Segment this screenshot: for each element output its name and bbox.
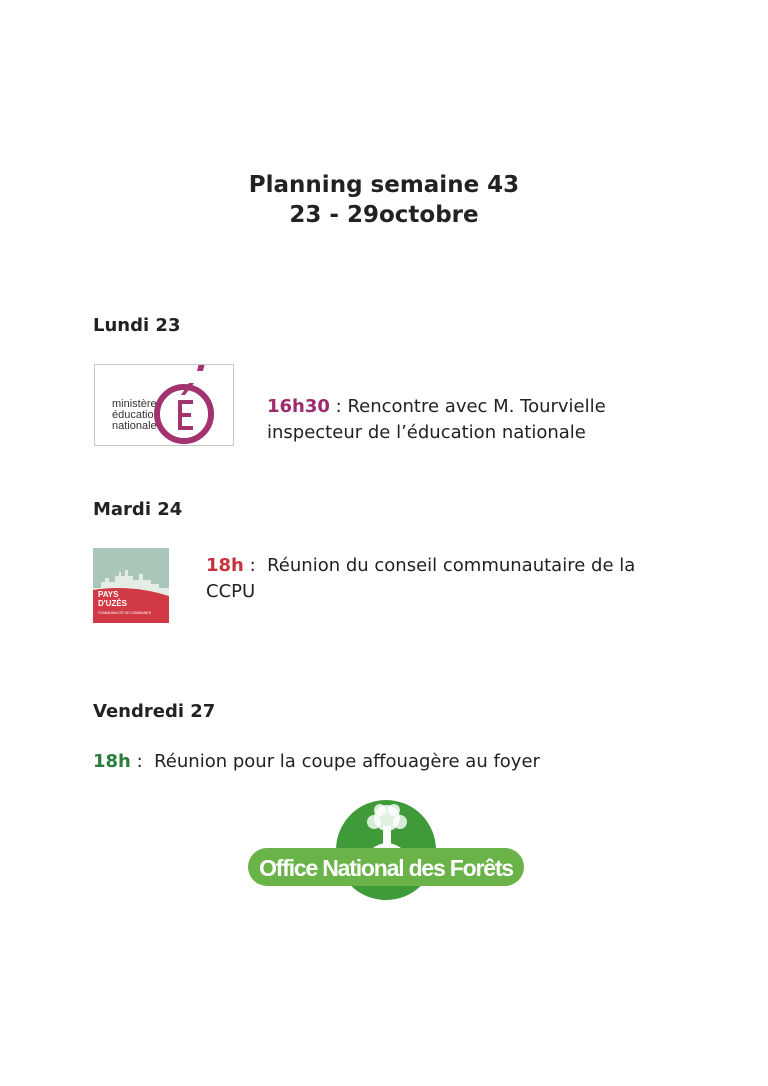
- logo-text-line: ministère: [112, 398, 157, 410]
- event-entry: [93, 749, 693, 775]
- pays-uzes-logo-icon: [93, 548, 169, 623]
- event-entry: [206, 553, 676, 605]
- day-heading-mardi: Mardi 24: [93, 499, 183, 520]
- event-time: 18h: [93, 751, 131, 772]
- onf-logo-text: Office National des Forêts: [259, 855, 513, 881]
- logo-text-line: PAYS: [98, 590, 119, 599]
- onf-logo-icon: [248, 798, 524, 902]
- title-line: Planning semaine 43: [248, 172, 520, 198]
- page-title: [0, 170, 768, 230]
- event-description: Réunion pour la coupe affouagère au foyer: [154, 751, 540, 772]
- e-accent-mark-icon: [95, 365, 235, 447]
- logo-subtitle: COMMUNAUTÉ DE COMMUNES: [98, 611, 152, 615]
- time-separator: :: [130, 751, 155, 772]
- onf-tree-icon: [248, 798, 524, 902]
- day-heading-lundi: Lundi 23: [93, 315, 181, 336]
- logo-text-line: nationale: [112, 420, 157, 432]
- time-separator: :: [329, 396, 348, 417]
- ministere-education-logo-icon: [94, 364, 234, 446]
- event-entry: [267, 394, 687, 446]
- event-time: 16h30: [267, 396, 330, 417]
- day-heading-vendredi: Vendredi 27: [93, 701, 216, 722]
- logo-text-line: D'UZÈS: [98, 599, 128, 608]
- time-separator: :: [243, 555, 268, 576]
- logo-text-line: éducation: [112, 409, 160, 421]
- date-range: 23 - 29octobre: [289, 202, 479, 228]
- event-time: 18h: [206, 555, 244, 576]
- event-description: Réunion du conseil communautaire de la CCPU: [206, 555, 636, 602]
- event-description: Rencontre avec M. Tourvielle inspecteur de l’éducation nationale: [267, 396, 606, 443]
